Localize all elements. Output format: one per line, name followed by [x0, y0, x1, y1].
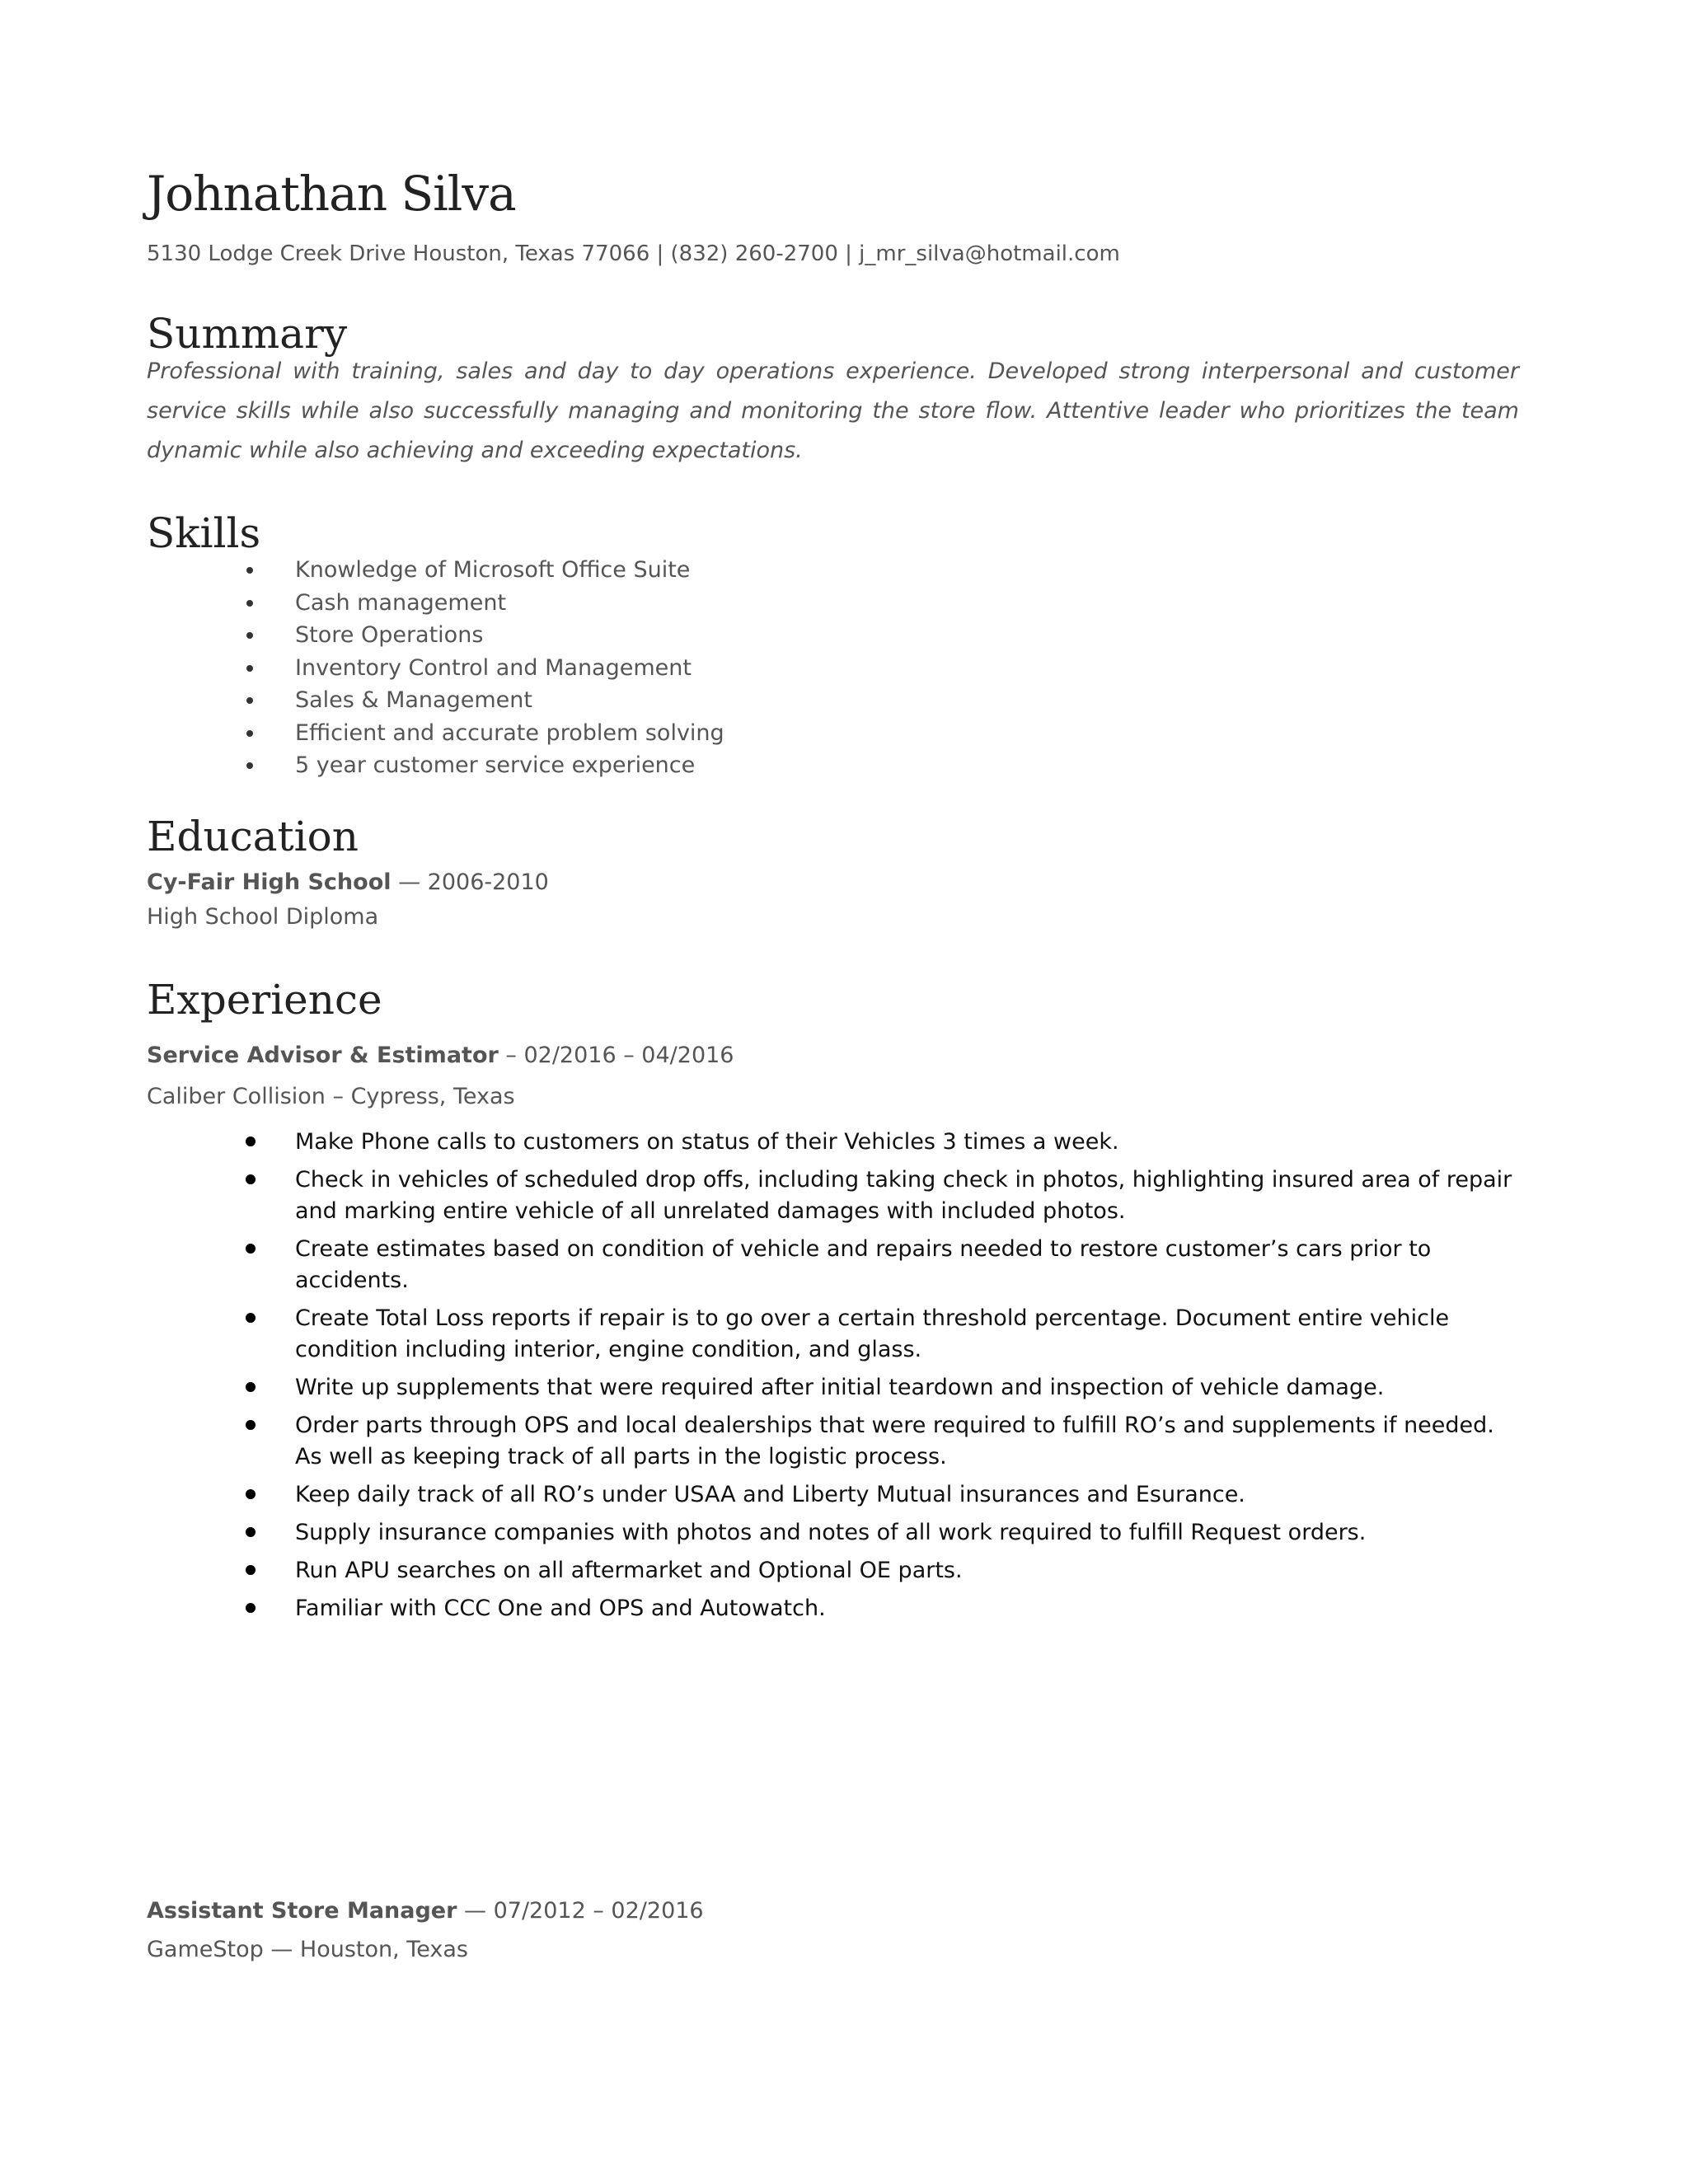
job-title-line: [147, 1043, 734, 1068]
bullet-icon: [246, 1565, 256, 1575]
skills-heading: Skills: [147, 509, 261, 557]
duty-item: Familiar with CCC One and OPS and Autowatch.: [147, 1593, 1527, 1624]
duty-item: Keep daily track of all RO’s under USAA and Liberty Mutual insurances and Esurance.: [147, 1479, 1527, 1511]
duty-item: Run APU searches on all aftermarket and Optional OE parts.: [147, 1555, 1527, 1586]
bullet-icon: [246, 567, 253, 574]
bullet-icon: [246, 1244, 256, 1254]
job-company: Caliber Collision – Cypress, Texas: [147, 1084, 515, 1109]
skill-item: Efficient and accurate problem solving: [147, 717, 724, 750]
job-company: GameStop — Houston, Texas: [147, 1937, 468, 1962]
duty-item: Make Phone calls to customers on status of their Vehicles 3 times a week.: [147, 1127, 1527, 1158]
education-heading: Education: [147, 813, 359, 860]
bullet-icon: [246, 1313, 256, 1323]
skill-item: Store Operations: [147, 619, 724, 652]
bullet-icon: [246, 1382, 256, 1392]
skill-item: Cash management: [147, 587, 724, 620]
skill-item: 5 year customer service experience: [147, 749, 724, 782]
school-name: Cy-Fair High School: [147, 869, 392, 895]
bullet-icon: [246, 1420, 256, 1430]
education-dates: — 2006-2010: [391, 869, 549, 895]
skill-item: Inventory Control and Management: [147, 652, 724, 685]
job-dates: — 07/2012 – 02/2016: [457, 1898, 704, 1924]
job-title: Service Advisor & Estimator: [147, 1043, 499, 1068]
job-title: Assistant Store Manager: [147, 1898, 457, 1924]
education-school-line: [147, 869, 549, 895]
duty-item: Supply insurance companies with photos and notes of all work required to fulfill Request orders.: [147, 1517, 1527, 1549]
experience-heading: Experience: [147, 976, 382, 1024]
job-dates: – 02/2016 – 04/2016: [498, 1043, 734, 1068]
skill-item: Knowledge of Microsoft Office Suite: [147, 554, 724, 587]
skill-item: Sales & Management: [147, 684, 724, 717]
bullet-icon: [246, 1489, 256, 1499]
bullet-icon: [246, 697, 253, 704]
job-duties-list: [147, 1127, 1527, 1631]
summary-text: Professional with training, sales and day to day operations experience. Developed strong interpersonal and customer service skills while also successfully managing and monitoring the store flow. Attentive leader who prioritizes the team dynamic while also achieving and exceeding expectations.: [147, 359, 1519, 463]
duty-item: Create estimates based on condition of vehicle and repairs needed to restore customer’s cars prior to accidents.: [147, 1234, 1527, 1296]
skills-list: [147, 554, 724, 782]
bullet-icon: [246, 1137, 256, 1146]
summary-heading: Summary: [147, 310, 348, 358]
education-degree: High School Diploma: [147, 904, 379, 930]
contact-info: 5130 Lodge Creek Drive Houston, Texas 77066 | (832) 260-2700 | j_mr_silva@hotmail.com: [147, 241, 1120, 266]
bullet-icon: [246, 600, 253, 607]
duty-item: Write up supplements that were required after initial teardown and inspection of vehicle damage.: [147, 1372, 1527, 1404]
bullet-icon: [246, 730, 253, 737]
bullet-icon: [246, 665, 253, 672]
bullet-icon: [246, 632, 253, 639]
duty-item: Check in vehicles of scheduled drop offs, including taking check in photos, highlighting insured area of repair and marking entire vehicle of all unrelated damages with included photos.: [147, 1165, 1527, 1227]
bullet-icon: [246, 1603, 256, 1613]
duty-item: Create Total Loss reports if repair is to go over a certain threshold percentage. Document entire vehicle condition including interior, engine condition, and glass.: [147, 1303, 1527, 1366]
bullet-icon: [246, 1527, 256, 1537]
candidate-name: Johnathan Silva: [147, 166, 516, 222]
duty-item: Order parts through OPS and local dealerships that were required to fulfill RO’s and supplements if needed. As well as keeping track of all parts in the logistic process.: [147, 1410, 1527, 1473]
job-title-line: [147, 1898, 704, 1924]
bullet-icon: [246, 1174, 256, 1184]
bullet-icon: [246, 762, 253, 769]
